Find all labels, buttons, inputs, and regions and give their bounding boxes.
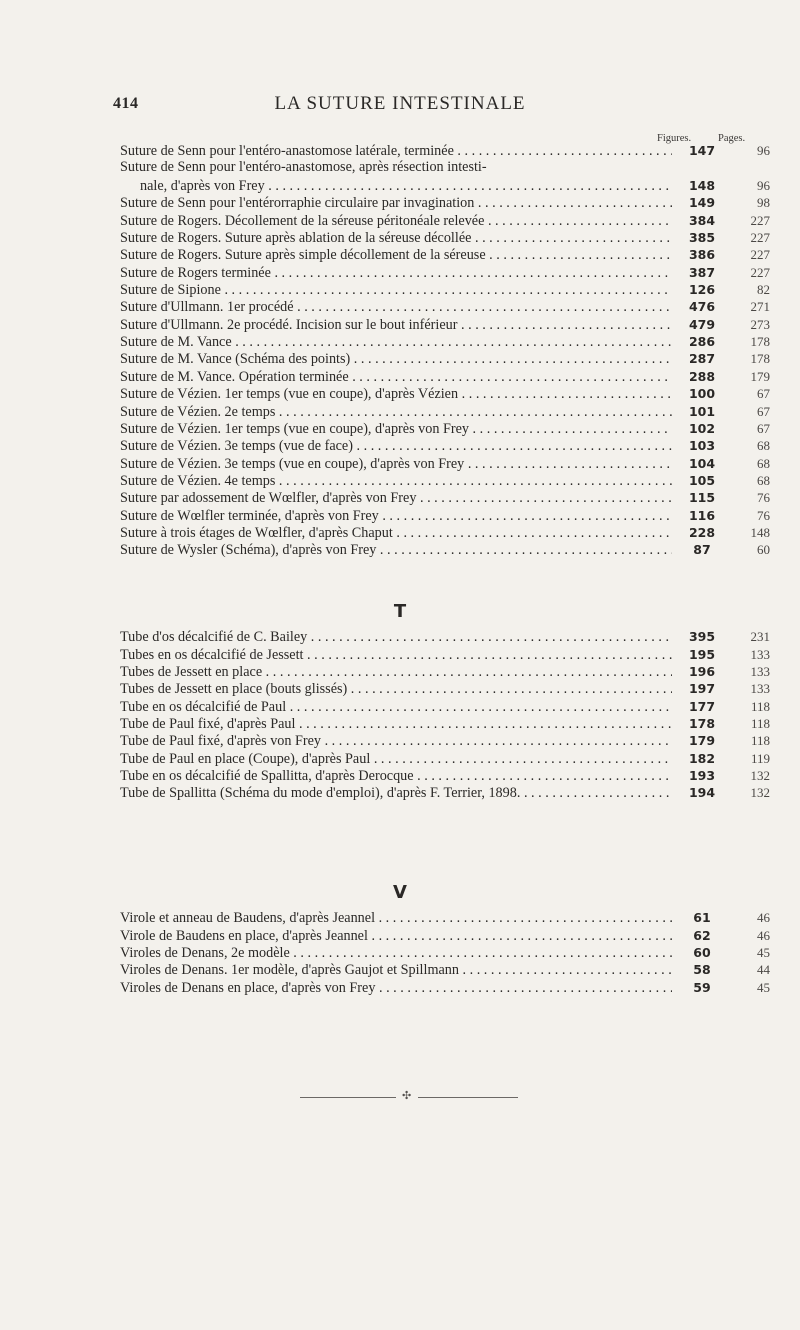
index-entry	[120, 541, 770, 558]
entry-page: 133	[750, 664, 770, 680]
index-entry	[120, 732, 770, 749]
entry-figure: 385	[688, 230, 716, 246]
entry-figure: 182	[688, 750, 716, 766]
index-entry	[120, 142, 770, 159]
entry-page: 132	[750, 768, 770, 784]
entry-text: Suture à trois étages de Wœlfler, d'après Chaput . . .	[120, 525, 672, 541]
index-entry	[120, 749, 770, 766]
index-entry	[120, 961, 770, 978]
entry-figure: 286	[688, 334, 716, 350]
entry-text: Tube en os décalcifié de Paul . . .	[120, 699, 672, 715]
entry-text: Suture de Senn pour l'entérorraphie circulaire par invagination . . .	[120, 195, 672, 211]
index-entry	[120, 281, 770, 298]
entry-text: Suture par adossement de Wœlfler, d'après von Frey . . .	[120, 490, 672, 506]
index-entry	[120, 926, 770, 943]
entry-figure: 126	[688, 282, 716, 298]
entry-text: Suture de Senn pour l'entéro-anastomose, après résection intesti-	[120, 159, 487, 176]
index-entry	[120, 350, 770, 367]
entry-page: 46	[757, 910, 770, 926]
entry-figure: 287	[688, 351, 716, 367]
entry-figure: 228	[688, 524, 716, 540]
entry-figure: 395	[688, 629, 716, 645]
entry-page: 68	[757, 472, 770, 488]
entry-text: Tube en os décalcifié de Spallitta, d'après Derocque . . .	[120, 768, 672, 784]
entry-page: 45	[757, 945, 770, 961]
entry-page: 118	[750, 698, 770, 714]
entry-page: 60	[757, 542, 770, 558]
entry-figure: 101	[688, 403, 716, 419]
page-number: 414	[113, 95, 139, 112]
entry-text: Tube d'os décalcifié de C. Bailey . . .	[120, 629, 672, 645]
entry-text: Viroles de Denans. 1er modèle, d'après Gaujot et Spillmann . . .	[120, 962, 672, 978]
entry-figure: 476	[688, 299, 716, 315]
entry-figure: 384	[688, 212, 716, 228]
index-entry	[120, 506, 770, 523]
section-letter-t: T	[393, 601, 407, 622]
entry-text: Tubes de Jessett en place . . .	[120, 664, 672, 680]
entry-text: Tube de Paul fixé, d'après Paul . . .	[120, 716, 672, 732]
index-entry	[120, 420, 770, 437]
index-entry	[120, 246, 770, 263]
entry-figure: 102	[688, 420, 716, 436]
end-ornament	[300, 1092, 520, 1104]
entry-text: Suture de Vézien. 3e temps (vue de face) . . .	[120, 438, 672, 454]
entry-figure: 62	[693, 927, 711, 943]
entry-page: 148	[750, 524, 770, 540]
index-entry	[120, 437, 770, 454]
entry-page: 133	[750, 646, 770, 662]
entry-figure: 115	[688, 490, 716, 506]
entry-text: Suture de Wœlfler terminée, d'après von Frey . . .	[120, 508, 672, 524]
index-entry	[120, 472, 770, 489]
entry-text: Suture de Vézien. 4e temps . . .	[120, 473, 672, 489]
entry-text: Suture de Senn pour l'entéro-anastomose latérale, terminée . . .	[120, 143, 672, 159]
entry-text: Suture de Rogers. Décollement de la séreuse péritonéale relevée . . .	[120, 213, 672, 229]
entry-text: Suture d'Ullmann. 2e procédé. Incision sur le bout inférieur . . .	[120, 317, 672, 333]
entry-page: 132	[750, 785, 770, 801]
entry-page: 227	[750, 264, 770, 280]
section-letter-v: V	[393, 882, 407, 903]
entry-page: 118	[750, 716, 770, 732]
entry-text: Tube de Paul en place (Coupe), d'après Paul . . .	[120, 751, 672, 767]
entry-page: 227	[750, 247, 770, 263]
entry-figure: 386	[688, 247, 716, 263]
entry-page: 273	[750, 316, 770, 332]
index-entry	[120, 645, 770, 662]
entry-page: 227	[750, 230, 770, 246]
entry-text: Suture de Vézien. 2e temps . . .	[120, 404, 672, 420]
entry-text: Suture de Sipione . . .	[120, 282, 672, 298]
entry-figure: 178	[688, 716, 716, 732]
entry-text: Suture de Rogers terminée . . .	[120, 265, 672, 281]
entry-text: Virole et anneau de Baudens, d'après Jeannel . . .	[120, 910, 672, 926]
index-entry	[120, 263, 770, 280]
index-entry	[120, 454, 770, 471]
entry-page: 76	[757, 507, 770, 523]
entry-text-continued: nale, d'après von Frey . . .	[140, 178, 672, 194]
entry-figure: 177	[688, 698, 716, 714]
pages-column-header: Pages.	[718, 133, 746, 144]
index-entry	[120, 680, 770, 697]
entry-figure: 105	[688, 472, 716, 488]
index-entry	[120, 909, 770, 926]
entry-page: 44	[757, 962, 770, 978]
entry-text: Tube de Paul fixé, d'après von Frey . . .	[120, 733, 672, 749]
entry-figure: 87	[693, 542, 711, 558]
entry-page: 178	[750, 351, 770, 367]
entry-figure: 148	[688, 178, 716, 194]
index-entry	[120, 784, 770, 801]
entry-text: Suture de M. Vance . . .	[120, 334, 672, 350]
entry-text: Suture d'Ullmann. 1er procédé . . .	[120, 299, 672, 315]
index-entry	[120, 402, 770, 419]
running-title: LA SUTURE INTESTINALE	[274, 93, 526, 114]
entry-page: 67	[757, 386, 770, 402]
entry-text: Suture de Vézien. 3e temps (vue en coupe), d'après von Frey . . .	[120, 456, 672, 472]
entry-figure: 195	[688, 646, 716, 662]
index-entry	[120, 298, 770, 315]
index-entry	[120, 663, 770, 680]
index-entry	[120, 944, 770, 961]
entry-page: 82	[757, 282, 770, 298]
entry-page: 68	[757, 455, 770, 471]
entry-figure: 61	[693, 910, 711, 926]
entry-page: 76	[757, 490, 770, 506]
entry-page: 133	[750, 681, 770, 697]
fleuron-icon: ✣	[402, 1090, 412, 1102]
index-entry	[120, 524, 770, 541]
entry-page: 178	[750, 334, 770, 350]
entry-page: 96	[757, 143, 770, 159]
entry-figure: 116	[688, 507, 716, 523]
entry-page: 46	[757, 927, 770, 943]
figures-column-header: Figures.	[657, 133, 692, 144]
index-entry	[120, 489, 770, 506]
index-entry	[120, 367, 770, 384]
entry-figure: 104	[688, 455, 716, 471]
entry-page: 98	[757, 195, 770, 211]
index-entry	[120, 385, 770, 402]
entry-figure: 179	[688, 733, 716, 749]
entry-page: 96	[757, 178, 770, 194]
entry-figure: 193	[688, 768, 716, 784]
index-entry	[120, 978, 770, 995]
entry-figure: 59	[693, 979, 711, 995]
index-entry	[120, 767, 770, 784]
index-section-s	[120, 142, 770, 558]
entry-text: Tube de Spallitta (Schéma du mode d'emploi), d'après F. Terrier, 1898. . . .	[120, 785, 672, 801]
entry-text: Suture de Vézien. 1er temps (vue en coupe), d'après von Frey . . .	[120, 421, 672, 437]
index-entry	[120, 628, 770, 645]
index-entry	[120, 697, 770, 714]
entry-figure: 103	[688, 438, 716, 454]
entry-text: Suture de Rogers. Suture après ablation de la séreuse décollée . . .	[120, 230, 672, 246]
index-entry	[120, 194, 770, 211]
entry-figure: 288	[688, 368, 716, 384]
entry-page: 179	[750, 368, 770, 384]
entry-figure: 194	[688, 785, 716, 801]
entry-text: Suture de M. Vance (Schéma des points) . . .	[120, 351, 672, 367]
index-entry	[120, 229, 770, 246]
entry-figure: 479	[688, 316, 716, 332]
entry-figure: 58	[693, 962, 711, 978]
entry-figure: 196	[688, 664, 716, 680]
index-entry	[120, 715, 770, 732]
entry-figure: 149	[688, 195, 716, 211]
entry-page: 119	[750, 750, 770, 766]
entry-page: 231	[750, 629, 770, 645]
entry-text: Viroles de Denans en place, d'après von Frey . . .	[120, 980, 672, 996]
entry-figure: 60	[693, 945, 711, 961]
entry-page: 67	[757, 420, 770, 436]
entry-page: 68	[757, 438, 770, 454]
index-section-v	[120, 909, 770, 996]
entry-page: 118	[750, 733, 770, 749]
index-entry	[120, 333, 770, 350]
entry-text: Tubes de Jessett en place (bouts glissés) . . .	[120, 681, 672, 697]
entry-text: Suture de Rogers. Suture après simple décollement de la séreuse . . .	[120, 247, 672, 263]
entry-figure: 147	[688, 143, 716, 159]
index-entry	[120, 159, 770, 194]
entry-page: 45	[757, 979, 770, 995]
index-entry	[120, 315, 770, 332]
entry-text: Suture de Vézien. 1er temps (vue en coupe), d'après Vézien . . .	[120, 386, 672, 402]
entry-text: Suture de M. Vance. Opération terminée . . .	[120, 369, 672, 385]
index-entry	[120, 211, 770, 228]
entry-page: 271	[750, 299, 770, 315]
entry-text: Viroles de Denans, 2e modèle . . .	[120, 945, 672, 961]
entry-text: Virole de Baudens en place, d'après Jeannel . . .	[120, 928, 672, 944]
entry-figure: 100	[688, 386, 716, 402]
entry-text: Suture de Wysler (Schéma), d'après von Frey . . .	[120, 542, 672, 558]
entry-figure: 197	[688, 681, 716, 697]
entry-page: 227	[750, 212, 770, 228]
entry-text: Tubes en os décalcifié de Jessett . . .	[120, 647, 672, 663]
entry-figure: 387	[688, 264, 716, 280]
index-section-t	[120, 628, 770, 801]
entry-page: 67	[757, 403, 770, 419]
